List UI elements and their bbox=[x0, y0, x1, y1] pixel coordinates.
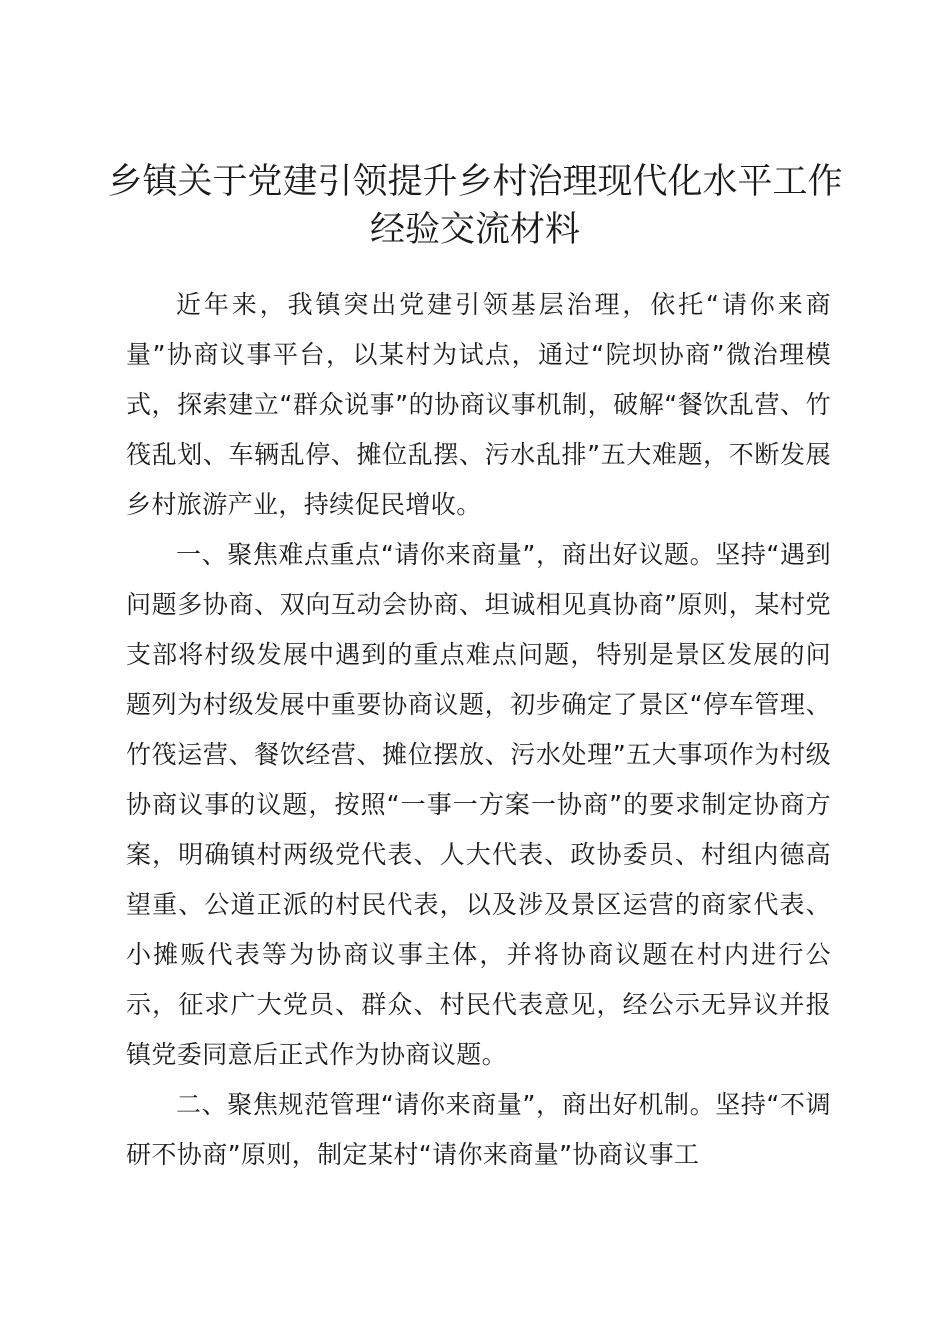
document-title: 乡镇关于党建引领提升乡村治理现代化水平工作经验交流材料 bbox=[107, 162, 843, 250]
paragraph-section-one: 一、聚焦难点重点“请你来商量”，商出好议题。坚持“遇到问题多协商、双向互动会协商、坦诚相见真协商”原则，某村党支部将村级发展中遇到的重点难点问题，特别是景区发展的问题列为村级发展中重要协商议题，初步确定了景区“停车管理、竹筏运营、餐饮经营、摊位摆放、污水处理”五大事项作为村级协商议事的议题，按照“一事一方案一协商”的要求制定协商方案，明确镇村两级党代表、人大代表、政协委员、村组内德高望重、公道正派的村民代表，以及涉及景区运营的商家代表、小摊贩代表等为协商议事主体，并将协商议题在村内进行公示，征求广大党员、群众、村民代表意见，经公示无异议并报镇党委同意后正式作为协商议题。 bbox=[126, 540, 831, 1069]
paragraph-intro: 近年来，我镇突出党建引领基层治理，依托“请你来商量”协商议事平台，以某村为试点，通过“院坝协商”微治理模式，探索建立“群众说事”的协商议事机制，破解“餐饮乱营、竹筏乱划、车辆乱停、摊位乱摆、污水乱排”五大难题，不断发展乡村旅游产业，持续促民增收。 bbox=[126, 290, 831, 519]
document-body bbox=[126, 280, 831, 1180]
paragraph-section-two: 二、聚焦规范管理“请你来商量”，商出好机制。坚持“不调研不协商”原则，制定某村“请你来商量”协商议事工 bbox=[126, 1090, 831, 1169]
